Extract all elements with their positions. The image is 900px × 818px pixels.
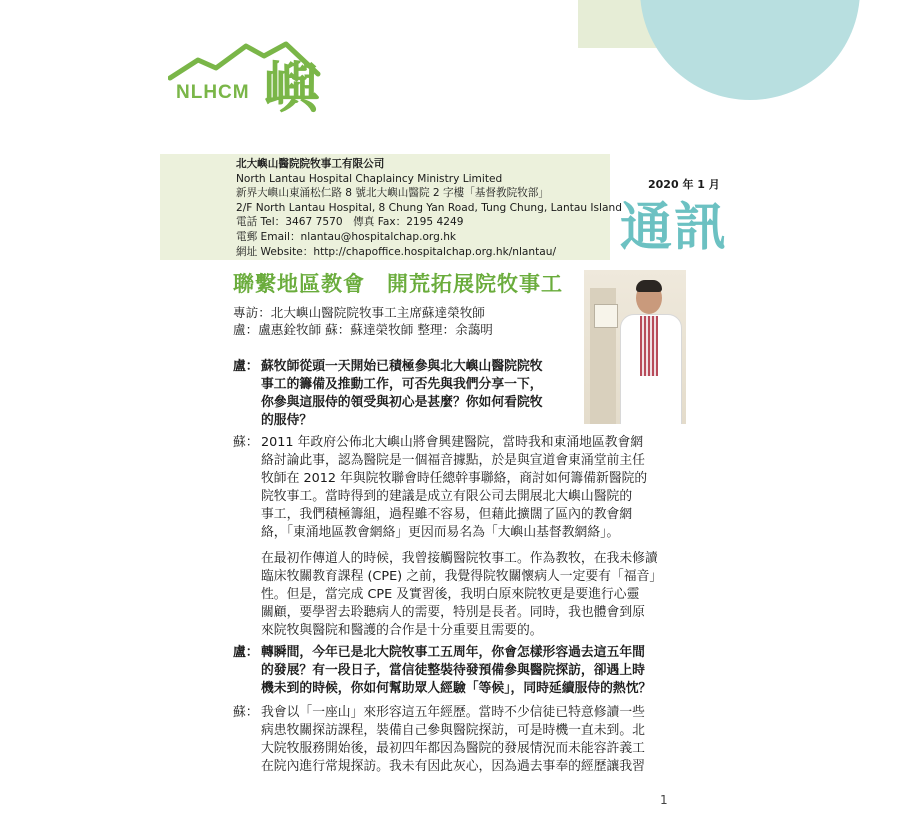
issue-date: 2020 年 1 月 <box>648 178 720 191</box>
text-line: 的服侍？ <box>261 413 313 428</box>
interview-line: 專訪：北大嶼山醫院院牧事工主席蘇達榮牧師 <box>233 305 485 320</box>
corner-decoration-circle <box>640 0 860 100</box>
logo-text: NLHCM <box>176 82 250 103</box>
phone-fax: 電話 Tel：3467 7570 傳真 Fax：2195 4249 <box>236 216 464 229</box>
contact-box <box>160 154 622 260</box>
newsletter-label: 通訊 <box>620 198 729 258</box>
text-line: 你參與這服侍的領受與初心是甚麼？你如何看院牧 <box>261 395 543 410</box>
address-en: 2/F North Lantau Hospital, 8 Chung Yan Road, Tung Chung, Lantau Island <box>236 201 622 214</box>
text-line: 事工的籌備及推動工作，可否先與我們分享一下， <box>261 377 543 392</box>
text-line: 機未到的時候，你如何幫助眾人經驗「等候」，同時延續服侍的熱忱？ <box>261 681 652 696</box>
headline-part2: 開荒拓展院牧事工 <box>387 272 563 296</box>
text-line: 來院牧與醫院和醫護的合作是十分重要且需要的。 <box>261 623 543 638</box>
text-line: 事工，我們積極籌組，過程雖不容易，但藉此擴闊了區內的教會網 <box>261 507 633 522</box>
credits-line: 盧：盧惠銓牧師 蘇：蘇達榮牧師 整理：余藹明 <box>233 322 493 337</box>
text-line: 我會以「一座山」來形容這五年經歷。當時不少信徒已特意修讀一些 <box>261 705 645 720</box>
article-meta <box>233 304 493 338</box>
text-line: 牧師在 2012 年與院牧聯會時任總幹事聯絡，商討如何籌備新醫院的 <box>261 471 648 486</box>
page-number: 1 <box>660 793 668 807</box>
website[interactable]: 網址 Website：http://chapoffice.hospitalchap.org.hk/nlantau/ <box>236 245 557 258</box>
text-line: 關顧，要學習去聆聽病人的需要，特別是長者。同時，我也體會到原 <box>261 605 645 620</box>
speaker-label: 蘇： <box>233 435 259 450</box>
headline-part1: 聯繫地區教會 <box>233 272 365 296</box>
nlhcm-logo <box>168 38 328 121</box>
text-line: 臨床牧關教育課程 (CPE) 之前，我覺得院牧關懷病人一定要有「福音」 <box>261 569 663 584</box>
headline <box>233 268 563 298</box>
text-line: 在院內進行常規探訪。我未有因此灰心，因為過去事奉的經歷讓我習 <box>261 759 645 774</box>
logo-character: 嶼 <box>264 55 320 121</box>
text-line: 性。但是，當完成 CPE 及實習後，我明白原來院牧更是要進行心靈 <box>261 587 640 602</box>
address-cn: 新界大嶼山東涌松仁路 8 號北大嶼山醫院 2 字樓「基督教院牧部」 <box>236 187 549 200</box>
speaker-label: 蘇： <box>233 705 259 720</box>
org-name-en: North Lantau Hospital Chaplaincy Ministry Limited <box>236 172 503 185</box>
text-line: 蘇牧師從頭一天開始已積極參與北大嶼山醫院院牧 <box>261 359 543 374</box>
speaker-label: 盧： <box>233 359 259 374</box>
speaker-label: 盧： <box>233 645 259 660</box>
text-line: 的發展？有一段日子，當信徒整裝待發預備參與醫院探訪，卻遇上時 <box>261 663 645 678</box>
org-name-cn: 北大嶼山醫院院牧事工有限公司 <box>236 158 385 170</box>
text-line: 2011 年政府公佈北大嶼山將會興建醫院，當時我和東涌地區教會網 <box>261 435 644 450</box>
pastor-photo <box>584 270 686 424</box>
text-line: 院牧事工。當時得到的建議是成立有限公司去開展北大嶼山醫院的 <box>261 489 633 504</box>
text-line: 病患牧關探訪課程，裝備自己參與醫院探訪，可是時機一直未到。北 <box>261 723 645 738</box>
text-line: 絡討論此事，認為醫院是一個福音據點，於是與宣道會東涌堂前主任 <box>261 453 645 468</box>
text-line: 絡，「東涌地區教會網絡」更因而易名為「大嶼山基督教網絡」。 <box>261 525 620 540</box>
text-line: 大院牧服務開始後，最初四年都因為醫院的發展情況而未能容許義工 <box>261 741 645 756</box>
text-line: 在最初作傳道人的時候，我曾接觸醫院牧事工。作為教牧，在我未修讀 <box>261 551 658 566</box>
text-line: 轉瞬間，今年已是北大院牧事工五周年，你會怎樣形容過去這五年間 <box>261 645 645 660</box>
email[interactable]: 電郵 Email：nlantau@hospitalchap.org.hk <box>236 230 457 243</box>
